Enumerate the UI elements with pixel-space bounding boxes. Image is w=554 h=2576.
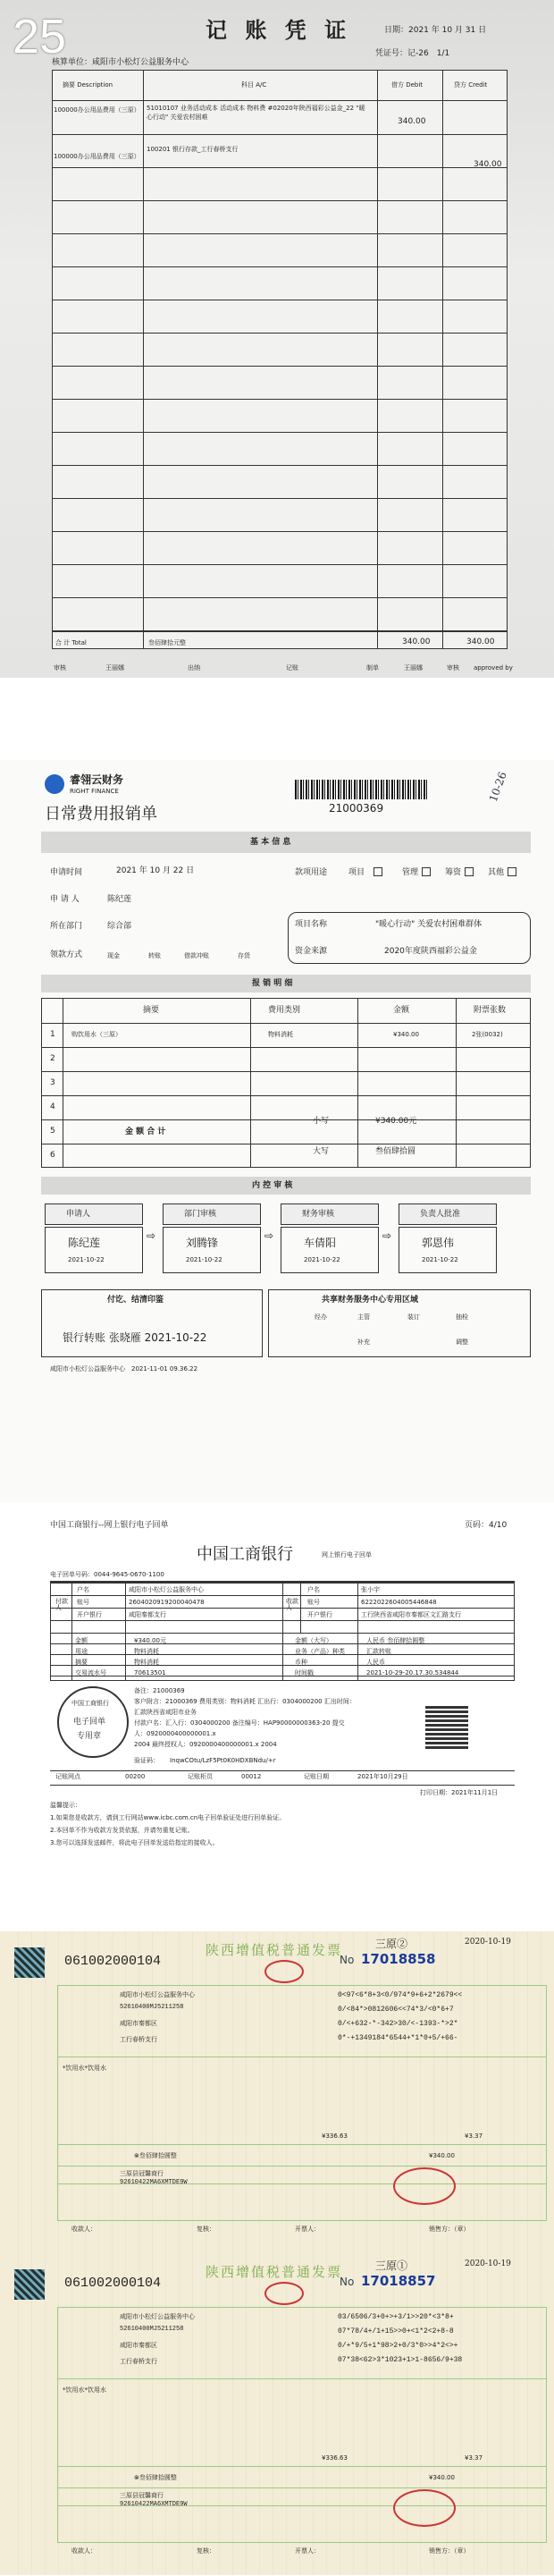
audit-role: 部门审核 — [184, 1210, 217, 1219]
share-title: 共享财务服务中心专用区域 — [322, 1296, 419, 1305]
total-words: ⊗叁佰肆拾圆整 — [134, 2152, 177, 2159]
cipher-line: 07*78/4+/1+15>>0+<1*2<2+8-8 — [338, 2327, 454, 2335]
voucher-row-2-account: 100201 银行存款_工行春桥支行 — [147, 146, 239, 153]
header-debit: 借方 Debit — [391, 81, 424, 89]
voucher-title: 记 账 凭 证 — [206, 18, 352, 43]
detail-row-no: 4 — [50, 1102, 55, 1111]
amount-label: 金额 — [75, 1637, 88, 1644]
settle-stamp: 银行转账 张晓雁 2021-10-22 — [63, 1331, 207, 1344]
product: 汇款转账 — [366, 1648, 391, 1655]
purpose-checkbox — [374, 867, 382, 876]
receipt-no: 电子回单号码：0044-9645-0670-1100 — [50, 1571, 164, 1578]
audit-date: 2021-10-22 — [304, 1256, 340, 1263]
bank-header-left: 中国工商银行--网上银行电子回单 — [50, 1521, 169, 1530]
time: 2021-10-29-20.17.30.534844 — [366, 1669, 459, 1677]
purpose-bank: 物料消耗 — [134, 1648, 159, 1655]
pay-option: 现金 — [107, 952, 120, 959]
seller-name: 三原县冠馨商行 — [120, 2170, 164, 2177]
seller-name: 三原县冠馨商行 — [120, 2492, 164, 2499]
barcode-number: 21000369 — [329, 802, 384, 815]
seller-label: 销售方：（章） — [429, 2547, 470, 2555]
audit-name: 郭恩伟 — [422, 1237, 455, 1249]
payee-field-value: 工行陕西省咸阳市秦都区文汇路支行 — [361, 1611, 461, 1618]
qr-code — [14, 2269, 45, 2300]
reviewer-label: 复核： — [197, 2225, 215, 2233]
cipher-line: 0/+*9/5+1*98>2+0/3*0>>4*2<>+ — [338, 2342, 458, 2350]
bank-title: 中国工商银行 — [197, 1545, 293, 1564]
row-value-branch: 00200 — [125, 1773, 146, 1780]
payee-field-label: 账号 — [307, 1599, 320, 1606]
sign-book: 记账 — [286, 664, 298, 671]
date-note: 2020-10-19 — [465, 2259, 511, 2268]
audit-step-header — [45, 1204, 143, 1225]
qr-code — [14, 1947, 45, 1978]
share-cell: 经办 — [315, 1313, 327, 1321]
brand-logo — [45, 774, 64, 794]
notice-line: 2.本回单不作为收款方发货依据，并请勿重复记账。 — [50, 1827, 194, 1834]
invoice-code: 061002000104 — [64, 1954, 162, 1969]
apply-date: 2021 年 10 月 22 日 — [116, 866, 195, 875]
amount: ¥340.00元 — [134, 1637, 166, 1644]
project: "暖心行动" 关爱农村困难群体 — [375, 920, 483, 929]
total-words: ⊗叁佰肆拾圆整 — [134, 2474, 177, 2481]
row-label-teller: 记账柜员 — [188, 1773, 213, 1780]
detail-row-amount: ¥340.00 — [393, 1031, 419, 1038]
cipher-line: 0/<84*>0812606<<74*3/<0*6+7 — [338, 2006, 454, 2014]
header-credit: 贷方 Credit — [454, 81, 488, 89]
print-date: 打印日期：2021年11月1日 — [420, 1789, 499, 1796]
share-cell: 抽检 — [456, 1313, 468, 1321]
lower-value: ¥340.00元 — [375, 1117, 417, 1126]
detail-row-no: 6 — [50, 1151, 55, 1160]
notice-line: 3.您可以选择发送邮件，将此电子回单发送给指定的接收人。 — [50, 1839, 219, 1846]
seller-label: 销售方：（章） — [429, 2225, 470, 2233]
purpose-option: 管理 — [402, 868, 419, 877]
sign-approve: 审核 — [447, 664, 459, 671]
detail-header-attach: 附票张数 — [474, 1006, 507, 1015]
audit-date: 2021-10-22 — [186, 1256, 222, 1263]
qr-code — [425, 1706, 468, 1749]
voucher-row-1-account: 51010107 业务活动成本 活动成本 物料费 #02020年陕西福彩公益金_22 "暖心行动" 关爱农村困难 — [147, 105, 365, 121]
row-value-teller: 00012 — [241, 1773, 262, 1780]
invoice-title: 陕西增值税普通发票 — [206, 1942, 343, 1958]
sign-approved-by: approved by — [474, 664, 513, 671]
txn-label: 交易流水号 — [75, 1669, 106, 1677]
payer-field-label: 户名 — [77, 1586, 89, 1593]
share-cell: 装订 — [407, 1313, 420, 1321]
notice-line: 1.如果您是收款方，请到工行网站www.icbc.com.cn电子回单验证处进行回单验证。 — [50, 1814, 286, 1821]
detail-header-category: 费用类别 — [268, 1006, 301, 1015]
sign-auditor: 王丽娜 — [105, 664, 124, 671]
item-name: *饮用水*饮用水 — [63, 2065, 106, 2072]
voucher-date: 日期：2021 年 10 月 31 日 — [384, 26, 487, 35]
voucher-row-1-desc: 100000办公用品费用（三原） — [54, 106, 140, 114]
verify-label: 验证码： — [134, 1757, 159, 1764]
purpose-option: 筹资 — [445, 868, 462, 877]
audit-role: 负责人批准 — [420, 1210, 461, 1219]
bank-stamp-line-2: 电子回单 — [73, 1718, 106, 1727]
remark-line: 客户附言：21000369 费用类别：物料消耗 汇出行：0304000200 汇出时间： — [134, 1698, 356, 1705]
total-num: ¥340.00 — [429, 2474, 455, 2481]
item-amount: ¥336.63 — [322, 2454, 348, 2462]
date-note: 2020-10-19 — [465, 1938, 511, 1947]
handwritten-note: 10-26 — [486, 770, 509, 804]
purpose-option: 项目 — [348, 868, 365, 877]
drawer-label: 开票人： — [295, 2547, 320, 2555]
cipher-line: 07*38<62>3*1023+1>1-8656/9+38 — [338, 2356, 463, 2364]
brand-sub: RIGHT FINANCE — [70, 788, 119, 795]
audit-date: 2021-10-22 — [422, 1256, 458, 1263]
purpose-checkbox — [422, 867, 431, 876]
row-value-date: 2021年10月29日 — [357, 1773, 408, 1780]
page-number: 25 — [13, 10, 67, 63]
barcode — [295, 780, 429, 799]
fund-label: 资金来源 — [295, 947, 328, 956]
payee-label: 收款人 — [286, 1598, 298, 1611]
section-audit: 内 控 审 核 — [252, 1181, 293, 1190]
bank-header-right: 页码：4/10 — [465, 1521, 508, 1530]
time-label: 时间戳 — [295, 1669, 314, 1677]
payer-field-label: 开户银行 — [77, 1611, 102, 1618]
drawer-label: 开票人： — [295, 2225, 320, 2233]
audit-role: 财务审核 — [302, 1210, 335, 1219]
purpose-option: 其他 — [488, 868, 505, 877]
audit-arrow-icon: ⇨ — [147, 1229, 156, 1242]
section-basic: 基 本 信 息 — [250, 838, 291, 847]
payer-field-value: 咸阳市小松灯公益服务中心 — [129, 1586, 204, 1593]
detail-row-no: 2 — [50, 1054, 55, 1063]
item-name: *饮用水*饮用水 — [63, 2386, 106, 2394]
audit-name: 刘腾锋 — [186, 1237, 219, 1249]
handwrite: 三原① — [375, 2259, 408, 2272]
seller-seal — [393, 2489, 456, 2527]
payee-field-value: 6222022604005446848 — [361, 1599, 437, 1606]
audit-step-box — [45, 1227, 143, 1273]
seller-tax-id: 92610422MA6XMTDE9W — [120, 2179, 188, 2186]
detail-row-category: 物料消耗 — [268, 1031, 293, 1038]
audit-step-box — [281, 1227, 379, 1273]
item-tax: ¥3.37 — [465, 2454, 483, 2462]
expense-page — [0, 760, 554, 1502]
settle-title: 付讫、结清印鉴 — [107, 1296, 164, 1305]
audit-role: 申请人 — [66, 1210, 91, 1219]
remark-line: 备注：21000369 — [134, 1687, 185, 1694]
pay-option: 存货 — [238, 952, 250, 959]
summary-bank: 物料消耗 — [134, 1659, 159, 1666]
share-cell: 主管 — [357, 1313, 370, 1321]
dept-label: 所在部门 — [50, 922, 83, 931]
purpose-checkbox — [508, 867, 516, 876]
invoice-no: 17018857 — [361, 2273, 436, 2289]
payer-field-value: 2604020919200040478 — [129, 1599, 205, 1606]
handwrite: 三原② — [375, 1938, 408, 1950]
notice-title: 温馨提示： — [50, 1802, 81, 1809]
summary-label-bank: 摘要 — [75, 1659, 88, 1666]
detail-header-summary: 摘要 — [143, 1006, 160, 1015]
voucher-row-2-credit: 340.00 — [474, 160, 502, 169]
cipher-line: 0*-+1349184*6544+*1*0+5/+66- — [338, 2034, 458, 2042]
purpose-checkbox — [465, 867, 474, 876]
voucher-row-1-debit: 340.00 — [398, 117, 426, 126]
pay-label: 领款方式 — [50, 950, 83, 959]
voucher-row-2-desc: 100000办公用品费用（三原） — [54, 153, 140, 160]
buyer-tax-id: 52610400MJ5211258 — [120, 2004, 184, 2011]
buyer-address: 咸阳市秦都区 — [120, 2020, 157, 2027]
brand-name: 睿翎云财务 — [70, 773, 124, 786]
purpose-label: 款项用途 — [295, 868, 328, 877]
payer-label: 付款人 — [55, 1598, 68, 1611]
payee-label: 收款人： — [71, 2547, 97, 2555]
verify: InqwCOtu/LzF5Pt0K0HDXBNdu/+r — [170, 1757, 276, 1764]
buyer-tax-id: 52610400MJ5211258 — [120, 2326, 184, 2333]
remark-line: 2004 最终授权人：0920000400000001.x 2004 — [134, 1741, 277, 1748]
item-tax: ¥3.37 — [465, 2133, 483, 2140]
share-cell: 补充 — [357, 1339, 370, 1346]
remark-line: 付款户名：汇入行：0304000200 备注编号：HAP90000000363-20 提交 — [134, 1719, 345, 1727]
invoice-page — [0, 2253, 554, 2575]
voucher-serial: 凭证号：记-26 1/1 — [375, 49, 450, 58]
header-account: 科目 A/C — [241, 81, 267, 89]
detail-row-attach: 2张(0032) — [472, 1031, 503, 1038]
share-cell: 调整 — [456, 1339, 468, 1346]
apply-date-label: 申请时间 — [50, 868, 83, 877]
total-text: 叁佰肆拾元整 — [148, 639, 186, 646]
product-label: 业务（产品）种类 — [295, 1648, 345, 1655]
bank-subtitle: 网上银行电子回单 — [322, 1551, 372, 1558]
cipher-line: 0/<+632-*-342>30/<-1393-*>2* — [338, 2020, 458, 2028]
project-label: 项目名称 — [295, 920, 328, 929]
buyer-name: 咸阳市小松灯公益服务中心 — [120, 2313, 195, 2320]
detail-header-amount: 金额 — [393, 1006, 410, 1015]
sign-cashier: 出纳 — [188, 664, 200, 671]
bank-page — [0, 1502, 554, 1931]
invoice-no: 17018858 — [361, 1951, 436, 1967]
sign-audit: 审核 — [54, 664, 66, 671]
total-label: 合 计 Total — [55, 639, 87, 646]
audit-step-box — [163, 1227, 261, 1273]
detail-row-no: 3 — [50, 1078, 55, 1087]
invoice-page — [0, 1931, 554, 2253]
bank-stamp-line-1: 中国工商银行 — [71, 1700, 109, 1707]
detail-row-no: 5 — [50, 1127, 55, 1136]
audit-name: 陈纪莲 — [68, 1237, 101, 1249]
expense-footer: 咸阳市小松灯公益服务中心 2021-11-01 09.36.22 — [50, 1365, 198, 1372]
total-debit: 340.00 — [402, 638, 431, 646]
payer-field-value: 咸阳秦都支行 — [129, 1611, 166, 1618]
tax-seal — [264, 1960, 304, 1983]
audit-arrow-icon: ⇨ — [382, 1229, 392, 1242]
cipher-line: 0<97<6*8+3<0/974*9+6+2*2679<< — [338, 1991, 463, 1999]
invoice-no-label: No — [340, 2276, 355, 2288]
payer-field-label: 账号 — [77, 1599, 89, 1606]
section-detail: 报 销 明 细 — [252, 979, 293, 988]
payee-label: 收款人： — [71, 2225, 97, 2233]
seller-tax-id: 92610422MA6XMTDE9W — [120, 2501, 188, 2508]
amount-upper: 人民币 叁佰肆拾圆整 — [366, 1637, 425, 1644]
reviewer-label: 复核： — [197, 2547, 215, 2555]
txn: 70613501 — [134, 1669, 166, 1677]
buyer-bank: 工行春桥支行 — [120, 2358, 157, 2365]
sign-maker-name: 王丽娜 — [404, 664, 423, 671]
upper-value: 叁佰肆拾圆 — [375, 1147, 416, 1156]
sign-maker: 制单 — [366, 664, 379, 671]
audit-name: 车倩阳 — [304, 1237, 337, 1249]
fund: 2020年度陕西福彩公益金 — [384, 947, 477, 956]
seller-seal — [393, 2167, 456, 2205]
header-description: 摘要 Description — [63, 81, 113, 89]
remark-line: 人：0920000400000001.x — [134, 1730, 216, 1737]
dept: 综合部 — [107, 922, 132, 931]
purpose-label-bank: 用途 — [75, 1648, 88, 1655]
row-label-date: 记账日期 — [304, 1773, 329, 1780]
amount-upper-label: 金额（大写） — [295, 1637, 332, 1644]
cipher-line: 03/6506/3+0+>+3/1>>20*<3*8+ — [338, 2313, 454, 2321]
detail-row-summary: 购饮用水（三原） — [71, 1031, 122, 1038]
currency-label: 币种 — [295, 1659, 307, 1666]
applicant-label: 申 请 人 — [50, 895, 80, 904]
buyer-address: 咸阳市秦都区 — [120, 2342, 157, 2349]
detail-total-label: 金 额 合 计 — [125, 1128, 166, 1136]
voucher-page — [0, 0, 554, 678]
bank-stamp-line-3: 专用章 — [77, 1732, 102, 1741]
currency: 人民币 — [366, 1659, 385, 1666]
payee-field-label: 户名 — [307, 1586, 320, 1593]
total-credit: 340.00 — [466, 638, 495, 646]
row-label-branch: 记账网点 — [55, 1773, 80, 1780]
audit-step-box — [399, 1227, 497, 1273]
pay-option: 借款冲账 — [184, 952, 209, 959]
payee-field-label: 开户银行 — [307, 1611, 332, 1618]
lower-label: 小写 — [313, 1117, 330, 1126]
upper-label: 大写 — [313, 1147, 330, 1156]
audit-date: 2021-10-22 — [68, 1256, 105, 1263]
voucher-unit: 核算单位：咸阳市小松灯公益服务中心 — [52, 58, 189, 67]
invoice-title: 陕西增值税普通发票 — [206, 2264, 343, 2280]
applicant: 陈纪莲 — [107, 895, 132, 904]
expense-title: 日常费用报销单 — [45, 805, 157, 823]
payee-field-value: 张小宇 — [361, 1586, 380, 1593]
invoice-no-label: No — [340, 1954, 355, 1966]
buyer-name: 咸阳市小松灯公益服务中心 — [120, 1991, 195, 1998]
audit-arrow-icon: ⇨ — [264, 1229, 274, 1242]
pay-option: 转账 — [148, 952, 161, 959]
buyer-bank: 工行春桥支行 — [120, 2036, 157, 2043]
tax-seal — [264, 2282, 304, 2305]
detail-row-no: 1 — [50, 1030, 55, 1039]
invoice-code: 061002000104 — [64, 2276, 162, 2291]
item-amount: ¥336.63 — [322, 2133, 348, 2140]
total-num: ¥340.00 — [429, 2152, 455, 2159]
remark-line: 汇款陕西省咸阳市业务 — [134, 1709, 197, 1716]
